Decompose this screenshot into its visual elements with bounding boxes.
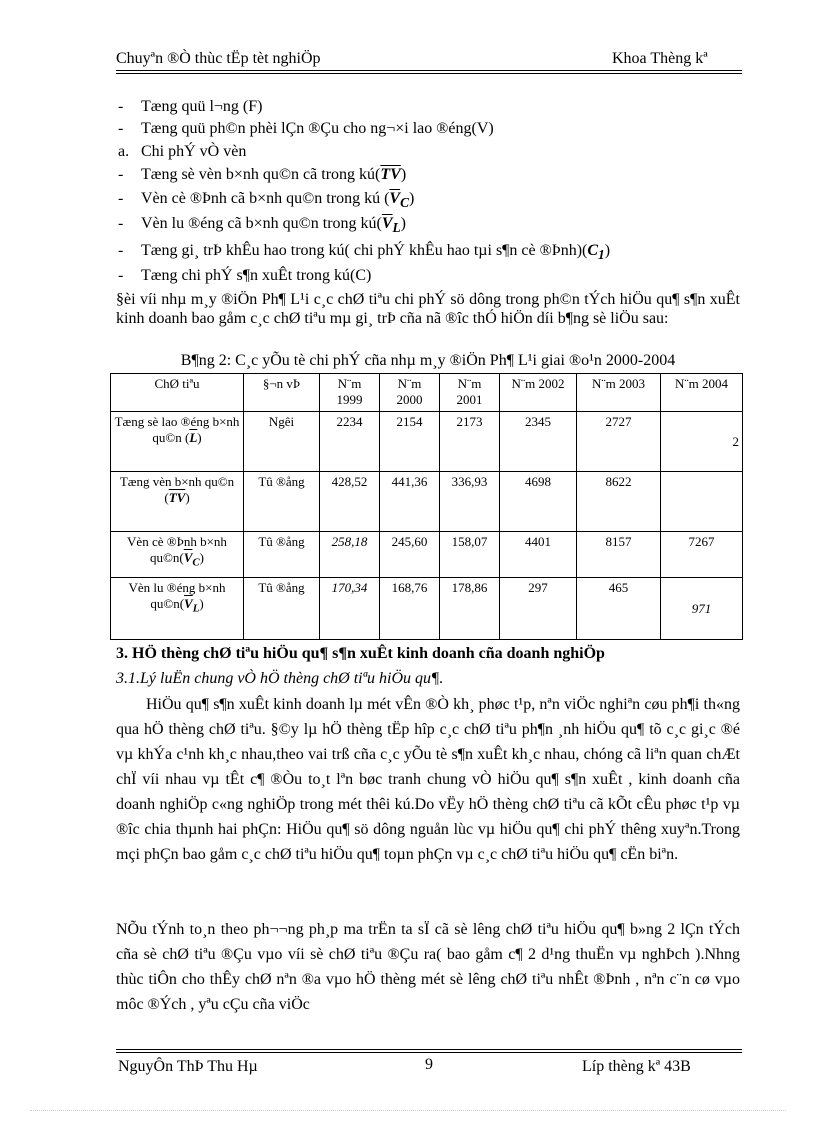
symbol-vc: $\overline{V}$ (389, 190, 401, 207)
footer-class: Líp thèng kª 43B (582, 1058, 691, 1075)
row-label: Vèn cè ®Þnh b×nh $qu©n(\overline{V}_C)$ (111, 532, 244, 578)
value-cell (661, 472, 743, 532)
symbol-tv: $\overline{TV}$ (380, 166, 401, 183)
table-row (111, 472, 743, 532)
value-cell: 336,93 (440, 472, 500, 532)
table-header-cell: N¨m 2004 (661, 374, 743, 412)
table-header-cell: §¬n vÞ (244, 374, 320, 412)
value-cell: 4698 (500, 472, 577, 532)
body-paragraph: NÕu tÝnh to¸n theo ph¬¬ng ph¸p ma trËn ta sÏ cã sè lêng chØ tiªu hiÖu qu¶ b»ng 2 lÇn tÝch cña sè chØ tiªu ®Çu vµo víi sè chØ tiªu ®Çu ra( bao gåm c¶ 2 d¹ng thuËn vµ nghÞch ).Nhng thùc tiÔn cho thÊy chØ nªn ®a vµo hÖ thèng mét sè lêng chØ tiªu nhÊt ®Þnh , nªn c¨n cø vµo môc ®Ých , yªu cÇu cña viÖc (116, 921, 740, 1013)
row-label: Tæng vèn b×nh qu©n $(\overline{TV})$ (111, 472, 244, 532)
value-cell: 428,52 (320, 472, 380, 532)
value-cell: 168,76 (380, 578, 440, 640)
table-row (111, 532, 743, 578)
table-header-cell: N¨m 2001 (440, 374, 500, 412)
table-header-cell: N¨m 2000 (380, 374, 440, 412)
table-caption: B¶ng 2: C¸c yÕu tè chi phÝ cña nhµ m¸y ®iÖn Ph¶ L¹i giai ®o¹n 2000-2004 (180, 352, 676, 369)
table-row (111, 412, 743, 472)
value-cell: 2234 (320, 412, 380, 472)
value-cell: 170,34 (320, 578, 380, 640)
value-cell: 7267 (661, 532, 743, 578)
value-cell: 258,18 (320, 532, 380, 578)
footer-author: NguyÔn ThÞ Thu Hµ (118, 1058, 258, 1075)
subsection-heading: 3.1.Lý luËn chung vÒ hÖ thèng chØ tiªu hiÖu qu¶. (116, 670, 444, 687)
header-department: Khoa Thèng kª (612, 50, 708, 67)
section-heading: 3. HÖ thèng chØ tiªu hiÖu qu¶ s¶n xuÊt kinh doanh cña doanh nghiÖp (116, 645, 605, 662)
value-cell: 2173 (440, 412, 500, 472)
header-rule-2 (116, 73, 742, 74)
table-header-cell: N¨m 2002 (500, 374, 577, 412)
value-cell: 971 (661, 578, 743, 640)
footer-rule (116, 1049, 742, 1050)
table-header-cell: ChØ tiªu (111, 374, 244, 412)
page-number: 9 (425, 1056, 433, 1073)
value-cell: 158,07 (440, 532, 500, 578)
body-paragraph: HiÖu qu¶ s¶n xuÊt kinh doanh lµ mét vÊn ®Ò kh¸ phøc t¹p, nªn viÖc nghiªn cøu ph¶i th«ng qua hÖ thèng chØ tiªu. §©y lµ hÖ thèng tËp hîp c¸c chØ tiªu ph¶n ¸nh hiÖu qu¶ tõ c¸c gi¸c ®é vµ khÝa c¹nh kh¸c nhau,theo vai trß cña c¸c yÕu tè s¶n xuÊt kh¸c nhau, chóng cã liªn quan chÆt chÏ víi nhau vµ tÊt c¶ ®Òu to¸t lªn bøc tranh chung vÒ hiÖu qu¶ s¶n xuÊt , kinh doanh cña doanh nghiÖp c«ng nghiÖp trong mét thêi kú.Do vËy hÖ thèng chØ tiªu cã kÕt cÊu phøc t¹p vµ ®îc chia thµnh hai phÇn: HiÖu qu¶ sö dông nguån lùc vµ hiÖu qu¶ chi phÝ thêng xuyªn.Trong mçi phÇn bao gåm c¸c chØ tiªu hiÖu qu¶ toµn phÇn vµ c¸c chØ tiªu hiÖu qu¶ cËn biªn. (116, 696, 740, 863)
value-cell: 8157 (577, 532, 661, 578)
unit-cell: Tû ®ång (244, 532, 320, 578)
value-cell: 4401 (500, 532, 577, 578)
page-edge-divider (30, 1110, 786, 1111)
value-cell: 2 (661, 412, 743, 472)
unit-cell: Tû ®ång (244, 472, 320, 532)
value-cell: 2345 (500, 412, 577, 472)
value-cell: 2154 (380, 412, 440, 472)
value-cell: 297 (500, 578, 577, 640)
unit-cell: Tû ®ång (244, 578, 320, 640)
intro-paragraph: §èi víi nhµ m¸y ®iÖn Ph¶ L¹i c¸c chØ tiªu chi phÝ sö dông trong ph©n tÝch hiÖu qu¶ s¶n xuÊt kinh doanh bao gåm c¸c chØ tiªu mµ gi¸ trÞ cña nã ®îc thÓ hiÖn díi b¶ng sè liÖu sau: (116, 291, 740, 327)
table-row (111, 578, 743, 640)
header-title: Chuyªn ®Ò thùc tËp tèt nghiÖp (116, 50, 321, 67)
table-header-cell: N¨m 2003 (577, 374, 661, 412)
header-rule (116, 70, 742, 71)
value-cell: 178,86 (440, 578, 500, 640)
table-header-cell: N¨m 1999 (320, 374, 380, 412)
value-cell: 465 (577, 578, 661, 640)
cost-factors-table (110, 373, 743, 640)
symbol-c1: C (587, 242, 599, 259)
row-label: Vèn lu ®éng b×nh $qu©n(\overline{V}_L)$ (111, 578, 244, 640)
footer-rule-2 (116, 1052, 742, 1053)
value-cell: 441,36 (380, 472, 440, 532)
table-header-row (111, 374, 743, 412)
value-cell: 2727 (577, 412, 661, 472)
unit-cell: Ngêi (244, 412, 320, 472)
symbol-vl: $\overline{V}$ (381, 215, 393, 232)
value-cell: 245,60 (380, 532, 440, 578)
row-label: Tæng sè lao ®éng b×nh qu©n $(\overline{L})$ (111, 412, 244, 472)
document-page: Chuyªn ®Ò thùc tËp tèt nghiÖp Khoa Thèng kª - Tæng quü l¬ng (F) - Tæng quü ph©n phèi lÇn ®Çu cho ng¬×i lao ®éng(V) a. Chi phÝ vÒ vèn - Tæng sè vèn b×nh qu©n cã trong $kú(\overline{TV})$ - Vèn cè ®Þnh cã b×nh qu©n trong kú $(\overline{V}_C)$ - Vèn lu ®éng cã b×nh qu©n trong $kú(\overline{V}_L)$ - Tæng gi¸ trÞ khÊu hao trong kú( chi phÝ khÊu hao tµi s¶n cè $®Þnh)(C_1)$ - Tæng chi phÝ s¶n xuÊt trong kú(C) §èi víi nhµ m¸y ®iÖn Ph¶ L¹i c¸c chØ tiªu chi phÝ sö dông trong ph©n tÝch hiÖu qu¶ s¶n xuÊt kinh doanh bao gåm c¸c chØ tiªu mµ gi¸ trÞ cña nã ®îc thÓ hiÖn díi b¶ng sè liÖu sau: B¶ng 2: C¸c yÕu tè chi phÝ cña nhµ m¸y ®iÖn Ph¶ L¹i giai ®o¹n 2000-2004 ChØ tiªu §¬n vÞ N¨m 1999 N¨m 2000 N¨m 2001 N¨m 2002 N¨m 2003 N¨m 2004 Tæng sè lao ®éng b×nh qu©n $(\overline{L})$ Ngêi 2234 2154 2173 2345 2727 2 Tæng vèn b×nh qu©n $(\overline{TV})$ Tû ®ång 428,52 441,36 336,93 4698 8622 Vèn cè ®Þnh b×nh $qu©n(\overline{V}_C)$ Tû ®ång 258,18 245,60 158,07 4401 8157 7267 Vèn lu ®éng b×nh $qu©n(\overline{V}_L)$ Tû ®ång 170,34 168,76 178,86 297 465 971 3. HÖ thèng chØ tiªu hiÖu qu¶ s¶n xuÊt kinh doanh cña doanh nghiÖp 3.1.Lý luËn chung vÒ hÖ thèng chØ tiªu hiÖu qu¶. HiÖu qu¶ s¶n xuÊt kinh doanh lµ mét vÊn ®Ò kh¸ phøc t¹p, nªn viÖc nghiªn cøu ph¶i th«ng qua hÖ thèng chØ tiªu. §©y lµ hÖ thèng tËp hîp c¸c chØ tiªu ph¶n ¸nh hiÖu qu¶ tõ c¸c gi¸c ®é vµ khÝa c¹nh kh¸c nhau,theo vai trß cña c¸c yÕu tè s¶n xuÊt kh¸c nhau, chóng cã liªn quan chÆt chÏ víi nhau vµ tÊt c¶ ®Òu to¸t lªn bøc tranh chung vÒ hiÖu qu¶ s¶n xuÊt , kinh doanh cña doanh nghiÖp c«ng nghiÖp trong mét thêi kú.Do vËy hÖ thèng chØ tiªu cã kÕt cÊu phøc t¹p vµ ®îc chia thµnh hai phÇn: HiÖu qu¶ sö dông nguån lùc vµ hiÖu qu¶ chi phÝ thêng xuyªn.Trong mçi phÇn bao gåm c¸c chØ tiªu hiÖu qu¶ toµn phÇn vµ c¸c chØ tiªu hiÖu qu¶ cËn biªn. NÕu tÝnh to¸n theo ph¬¬ng ph¸p ma trËn ta sÏ cã sè lêng chØ tiªu hiÖu qu¶ b»ng 2 lÇn tÝch cña sè chØ tiªu ®Çu vµo víi sè chØ tiªu ®Çu ra( bao gåm c¶ 2 d¹ng thuËn vµ nghÞch ).Nhng thùc tiÔn cho thÊy chØ nªn ®a vµo hÖ thèng mét sè lêng chØ tiªu nhÊt ®Þnh , nªn c¨n cø vµo môc ®Ých , yªu cÇu cña viÖc NguyÔn ThÞ Thu Hµ 9 Líp thèng kª 43B (0, 0, 816, 1123)
value-cell: 8622 (577, 472, 661, 532)
